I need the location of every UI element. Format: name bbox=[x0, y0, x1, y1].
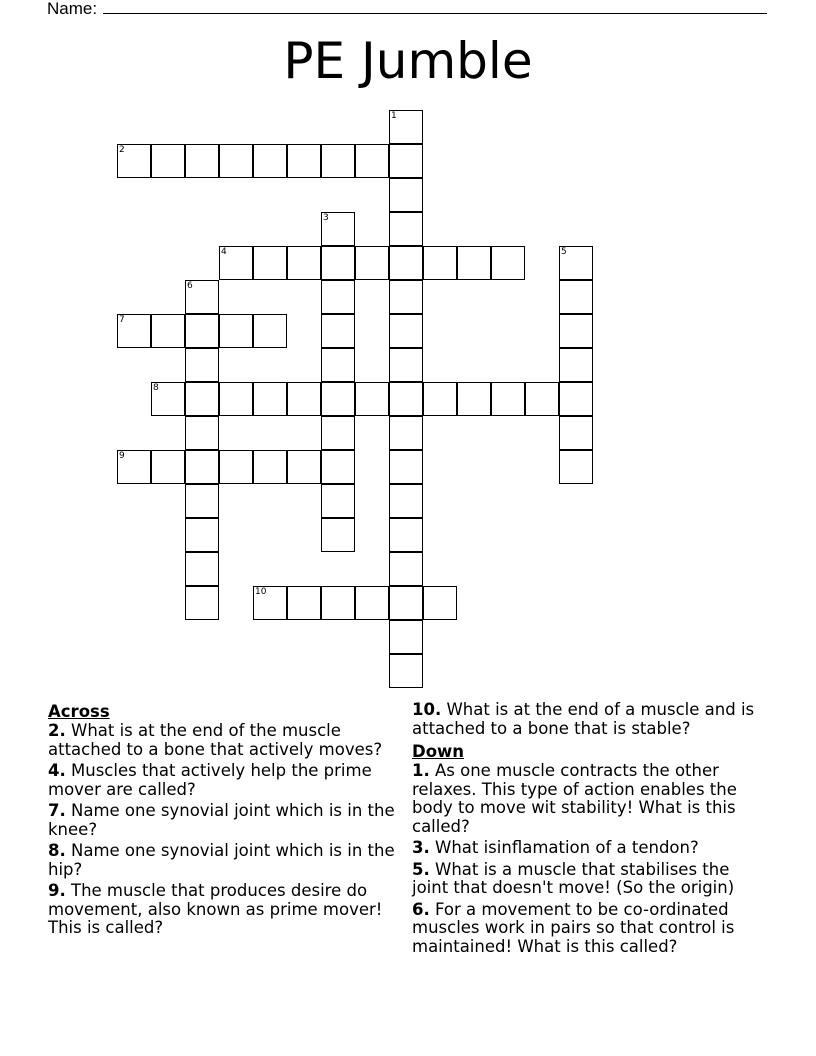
clue-down-3 bbox=[412, 839, 762, 858]
clue-text: As one muscle contracts the other relaxes. This type of action enables the body to move wit stability! What is this called? bbox=[412, 761, 737, 836]
grid-cell[interactable] bbox=[219, 144, 253, 178]
grid-cell[interactable] bbox=[321, 484, 355, 518]
grid-cell[interactable] bbox=[559, 416, 593, 450]
grid-cell[interactable] bbox=[389, 450, 423, 484]
grid-cell[interactable] bbox=[389, 654, 423, 688]
clue-text: Name one synovial joint which is in the hip? bbox=[48, 841, 395, 879]
grid-cell[interactable] bbox=[559, 382, 593, 416]
cell-number: 10 bbox=[255, 587, 267, 597]
name-label: Name: bbox=[47, 0, 98, 18]
grid-cell[interactable] bbox=[185, 586, 219, 620]
grid-cell[interactable] bbox=[321, 450, 355, 484]
cell-number: 7 bbox=[119, 315, 125, 325]
grid-cell[interactable] bbox=[389, 552, 423, 586]
clue-across-8 bbox=[48, 842, 398, 879]
grid-cell[interactable] bbox=[287, 586, 321, 620]
grid-cell[interactable] bbox=[185, 518, 219, 552]
grid-cell[interactable] bbox=[117, 144, 151, 178]
grid-cell[interactable] bbox=[151, 314, 185, 348]
grid-cell[interactable] bbox=[525, 382, 559, 416]
clue-text: For a movement to be co-ordinated muscles work in pairs so that control is maintained! What is this called? bbox=[412, 899, 735, 956]
grid-cell[interactable] bbox=[219, 246, 253, 280]
grid-cell[interactable] bbox=[389, 280, 423, 314]
clue-across-4 bbox=[48, 762, 398, 799]
puzzle-title: PE Jumble bbox=[283, 32, 533, 90]
cell-number: 3 bbox=[323, 213, 329, 223]
cell-number: 8 bbox=[153, 383, 159, 393]
grid-cell[interactable] bbox=[253, 586, 287, 620]
grid-cell[interactable] bbox=[185, 382, 219, 416]
clue-number: 4. bbox=[48, 761, 66, 780]
grid-cell[interactable] bbox=[389, 518, 423, 552]
grid-cell[interactable] bbox=[151, 450, 185, 484]
down-heading: Down bbox=[412, 742, 465, 761]
grid-cell[interactable] bbox=[457, 246, 491, 280]
clue-down-5 bbox=[412, 861, 762, 898]
grid-cell[interactable] bbox=[423, 586, 457, 620]
grid-cell[interactable] bbox=[219, 314, 253, 348]
clue-number: 5. bbox=[412, 859, 430, 879]
clue-across-9 bbox=[48, 882, 398, 938]
grid-cell[interactable] bbox=[185, 348, 219, 382]
grid-cell[interactable] bbox=[389, 178, 423, 212]
across-heading: Across bbox=[48, 702, 110, 721]
grid-cell[interactable] bbox=[423, 246, 457, 280]
clue-number: 1. bbox=[412, 761, 430, 780]
grid-cell[interactable] bbox=[389, 586, 423, 620]
grid-cell[interactable] bbox=[389, 144, 423, 178]
grid-cell[interactable] bbox=[117, 450, 151, 484]
grid-cell[interactable] bbox=[457, 382, 491, 416]
grid-cell[interactable] bbox=[491, 382, 525, 416]
clue-text: Name one synovial joint which is in the knee? bbox=[48, 801, 395, 839]
grid-cell[interactable] bbox=[185, 144, 219, 178]
clue-number: 3. bbox=[412, 838, 430, 857]
grid-cell[interactable] bbox=[321, 246, 355, 280]
grid-cell[interactable] bbox=[389, 110, 423, 144]
grid-cell[interactable] bbox=[253, 144, 287, 178]
clue-text: The muscle that produces desire do movement, also known as prime mover! This is called? bbox=[48, 881, 383, 937]
grid-cell[interactable] bbox=[389, 382, 423, 416]
grid-cell[interactable] bbox=[287, 382, 321, 416]
cell-number: 2 bbox=[119, 145, 125, 155]
grid-cell[interactable] bbox=[185, 484, 219, 518]
grid-cell[interactable] bbox=[355, 246, 389, 280]
cell-number: 4 bbox=[221, 247, 227, 257]
clue-number: 8. bbox=[48, 841, 66, 860]
grid-cell[interactable] bbox=[287, 450, 321, 484]
grid-cell[interactable] bbox=[321, 314, 355, 348]
grid-cell[interactable] bbox=[321, 586, 355, 620]
clue-number: 2. bbox=[48, 721, 66, 740]
grid-cell[interactable] bbox=[185, 552, 219, 586]
grid-cell[interactable] bbox=[355, 144, 389, 178]
grid-cell[interactable] bbox=[321, 416, 355, 450]
grid-cell[interactable] bbox=[219, 382, 253, 416]
grid-cell[interactable] bbox=[559, 348, 593, 382]
grid-cell[interactable] bbox=[389, 348, 423, 382]
clue-across-10 bbox=[412, 701, 762, 738]
clue-text: Muscles that actively help the prime mover are called? bbox=[48, 761, 372, 799]
grid-cell[interactable] bbox=[253, 314, 287, 348]
cell-number: 9 bbox=[119, 451, 125, 461]
grid-cell[interactable] bbox=[559, 450, 593, 484]
clue-down-1 bbox=[412, 762, 762, 836]
grid-cell[interactable] bbox=[321, 212, 355, 246]
clue-text: What is a muscle that stabilises the joint that doesn't move! (So the origin) bbox=[412, 859, 735, 897]
clue-number: 9. bbox=[48, 881, 66, 900]
grid-cell[interactable] bbox=[389, 620, 423, 654]
grid-cell[interactable] bbox=[287, 144, 321, 178]
clue-number: 7. bbox=[48, 801, 66, 820]
grid-cell[interactable] bbox=[491, 246, 525, 280]
grid-cell[interactable] bbox=[321, 144, 355, 178]
grid-cell[interactable] bbox=[321, 280, 355, 314]
grid-cell[interactable] bbox=[185, 280, 219, 314]
grid-cell[interactable] bbox=[117, 314, 151, 348]
grid-cell[interactable] bbox=[355, 586, 389, 620]
grid-cell[interactable] bbox=[321, 518, 355, 552]
grid-cell[interactable] bbox=[253, 382, 287, 416]
clue-text: What isinflamation of a tendon? bbox=[435, 838, 699, 857]
cell-number: 6 bbox=[187, 281, 193, 291]
clue-across-2 bbox=[48, 722, 398, 759]
grid-cell[interactable] bbox=[423, 382, 457, 416]
grid-cell[interactable] bbox=[559, 246, 593, 280]
grid-cell[interactable] bbox=[389, 246, 423, 280]
grid-cell[interactable] bbox=[559, 314, 593, 348]
grid-cell[interactable] bbox=[253, 246, 287, 280]
grid-cell[interactable] bbox=[321, 348, 355, 382]
grid-cell[interactable] bbox=[219, 450, 253, 484]
grid-cell[interactable] bbox=[389, 314, 423, 348]
clues-column-left bbox=[48, 701, 398, 941]
clue-number: 10. bbox=[412, 700, 442, 719]
grid-cell[interactable] bbox=[559, 280, 593, 314]
clue-text: What is at the end of a muscle and is attached to a bone that is stable? bbox=[412, 700, 755, 738]
cell-number: 1 bbox=[391, 111, 397, 121]
cell-number: 5 bbox=[561, 247, 567, 257]
clue-number: 6. bbox=[412, 899, 430, 919]
grid-cell[interactable] bbox=[151, 382, 185, 416]
grid-cell[interactable] bbox=[185, 314, 219, 348]
clues-column-right bbox=[412, 701, 762, 959]
clue-across-7 bbox=[48, 802, 398, 839]
grid-cell[interactable] bbox=[389, 416, 423, 450]
grid-cell[interactable] bbox=[185, 450, 219, 484]
grid-cell[interactable] bbox=[389, 484, 423, 518]
grid-cell[interactable] bbox=[287, 246, 321, 280]
grid-cell[interactable] bbox=[355, 382, 389, 416]
grid-cell[interactable] bbox=[389, 212, 423, 246]
grid-cell[interactable] bbox=[185, 416, 219, 450]
clue-text: What is at the end of the muscle attached to a bone that actively moves? bbox=[48, 721, 383, 759]
clue-down-6 bbox=[412, 901, 762, 957]
grid-cell[interactable] bbox=[151, 144, 185, 178]
grid-cell[interactable] bbox=[253, 450, 287, 484]
grid-cell[interactable] bbox=[321, 382, 355, 416]
